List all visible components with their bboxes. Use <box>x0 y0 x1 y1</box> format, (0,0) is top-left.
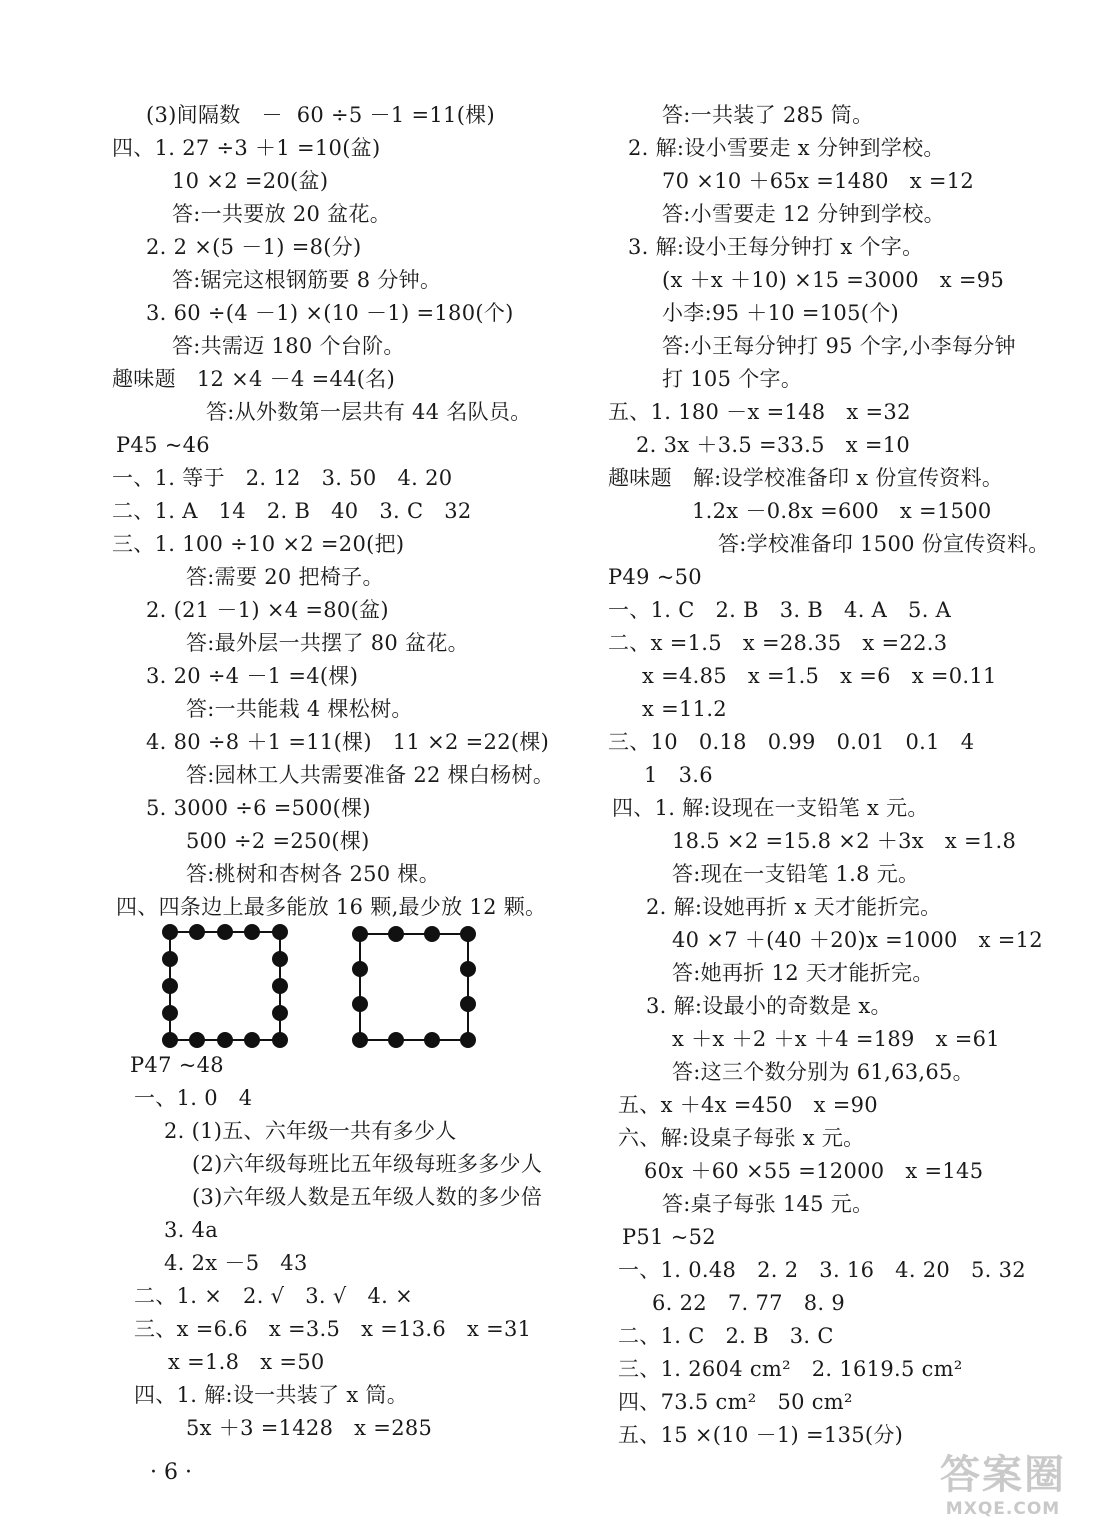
text-line: 500 ÷2 =250(棵) <box>186 829 370 853</box>
text-line: 2. (1)五、六年级一共有多少人 <box>164 1119 457 1143</box>
text-line: 答:从外数第一层共有 44 名队员。 <box>206 400 532 424</box>
text-line: (2)六年级每班比五年级每班多多少人 <box>192 1152 543 1176</box>
text-line: 四、1. 27 ÷3 ＋1 =10(盆) <box>112 136 381 160</box>
text-line: x =11.2 <box>642 697 727 721</box>
section-heading: P45 ~46 <box>116 433 210 457</box>
text-line: 40 ×7 ＋(40 ＋20)x =1000 x =12 <box>672 928 1043 952</box>
text-line: 答:小王每分钟打 95 个字,小李每分钟 <box>662 334 1016 358</box>
text-line: 10 ×2 =20(盆) <box>172 169 329 193</box>
text-line: 6. 22 7. 77 8. 9 <box>652 1291 845 1315</box>
page-number: · 6 · <box>150 1460 192 1485</box>
text-line: x =1.8 x =50 <box>168 1350 325 1374</box>
text-line: 答:现在一支铅笔 1.8 元。 <box>672 862 920 886</box>
text-line: 2. 2 ×(5 －1) =8(分) <box>146 235 362 259</box>
watermark-logo <box>918 1452 1088 1530</box>
text-line: 小李:95 ＋10 =105(个) <box>662 301 900 325</box>
square-twelve-dots <box>353 927 475 1047</box>
text-line: (3)间隔数 － 60 ÷5 －1 =11(棵) <box>146 103 495 127</box>
text-line: 二、1. C 2. B 3. C <box>618 1324 834 1348</box>
text-line: 二、x =1.5 x =28.35 x =22.3 <box>608 631 948 655</box>
text-line: 答:一共装了 285 筒。 <box>662 103 874 127</box>
text-line: 1.2x －0.8x =600 x =1500 <box>692 499 992 523</box>
text-line: 3. 4a <box>164 1218 219 1242</box>
text-line: 四、73.5 cm² 50 cm² <box>618 1390 853 1414</box>
text-line: 一、1. C 2. B 3. B 4. A 5. A <box>608 598 952 622</box>
text-line: 趣味题 解:设学校准备印 x 份宣传资料。 <box>608 466 1004 490</box>
text-line: 70 ×10 ＋65x =1480 x =12 <box>662 169 975 193</box>
text-line: 三、10 0.18 0.99 0.01 0.1 4 <box>608 730 975 754</box>
text-line: x ＋x ＋2 ＋x ＋4 =189 x =61 <box>672 1027 1000 1051</box>
text-line: (x ＋x ＋10) ×15 =3000 x =95 <box>662 268 1005 292</box>
text-line: 答:桌子每张 145 元。 <box>662 1192 874 1216</box>
text-line: 答:最外层一共摆了 80 盆花。 <box>186 631 469 655</box>
text-line: 答:学校准备印 1500 份宣传资料。 <box>718 532 1050 556</box>
text-line: 2. 解:设小雪要走 x 分钟到学校。 <box>628 136 945 160</box>
text-line: 5. 3000 ÷6 =500(棵) <box>146 796 371 820</box>
text-line: 3. 20 ÷4 －1 =4(棵) <box>146 664 359 688</box>
text-line: 四、四条边上最多能放 16 颗,最少放 12 颗。 <box>116 895 547 919</box>
watermark-title: 答案圈 <box>940 1452 1066 1498</box>
dot-square-diagram <box>150 920 490 1050</box>
text-line: 五、x ＋4x =450 x =90 <box>618 1093 878 1117</box>
text-line: 5x ＋3 =1428 x =285 <box>186 1416 433 1440</box>
text-line: 答:共需迈 180 个台阶。 <box>172 334 405 358</box>
text-line: 答:一共能栽 4 棵松树。 <box>186 697 413 721</box>
text-line: 答:这三个数分别为 61,63,65。 <box>672 1060 974 1084</box>
text-line: 4. 80 ÷8 ＋1 =11(棵) 11 ×2 =22(棵) <box>146 730 550 754</box>
text-line: 答:桃树和杏树各 250 棵。 <box>186 862 441 886</box>
text-line: 答:锯完这根钢筋要 8 分钟。 <box>172 268 442 292</box>
text-line: 三、1. 2604 cm² 2. 1619.5 cm² <box>618 1357 963 1381</box>
section-heading: P51 ~52 <box>622 1225 716 1249</box>
text-line: 趣味题 12 ×4 －4 =44(名) <box>112 367 396 391</box>
text-line: 答:小雪要走 12 分钟到学校。 <box>662 202 945 226</box>
text-line: 三、x =6.6 x =3.5 x =13.6 x =31 <box>134 1317 532 1341</box>
text-line: 四、1. 解:设现在一支铅笔 x 元。 <box>612 796 929 820</box>
watermark-url: MXQE.COM <box>945 1499 1061 1519</box>
text-line: 3. 解:设最小的奇数是 x。 <box>646 994 892 1018</box>
text-line: 2. 3x ＋3.5 =33.5 x =10 <box>636 433 911 457</box>
text-line: 2. 解:设她再折 x 天才能折完。 <box>646 895 942 919</box>
text-line: 四、1. 解:设一共装了 x 筒。 <box>134 1383 409 1407</box>
text-line: 3. 60 ÷(4 －1) ×(10 －1) =180(个) <box>146 301 514 325</box>
text-line: 二、1. × 2. √ 3. √ 4. × <box>134 1284 413 1308</box>
text-line: 五、15 ×(10 －1) =135(分) <box>618 1423 904 1447</box>
square-sixteen-dots <box>163 925 287 1047</box>
text-line: 答:需要 20 把椅子。 <box>186 565 384 589</box>
text-line: x =4.85 x =1.5 x =6 x =0.11 <box>642 664 997 688</box>
text-line: 18.5 ×2 =15.8 ×2 ＋3x x =1.8 <box>672 829 1017 853</box>
text-line: 2. (21 －1) ×4 =80(盆) <box>146 598 389 622</box>
text-line: 三、1. 100 ÷10 ×2 =20(把) <box>112 532 405 556</box>
text-line: 二、1. A 14 2. B 40 3. C 32 <box>112 499 472 523</box>
text-line: 3. 解:设小王每分钟打 x 个字。 <box>628 235 924 259</box>
text-line: 答:园林工人共需要准备 22 棵白杨树。 <box>186 763 555 787</box>
text-line: 60x ＋60 ×55 =12000 x =145 <box>644 1159 984 1183</box>
text-line: 六、解:设桌子每张 x 元。 <box>618 1126 865 1150</box>
text-line: 4. 2x －5 43 <box>164 1251 308 1275</box>
text-line: 答:她再折 12 天才能折完。 <box>672 961 934 985</box>
text-line: 答:一共要放 20 盆花。 <box>172 202 392 226</box>
section-heading: P49 ~50 <box>608 565 702 589</box>
text-line: 打 105 个字。 <box>662 367 803 391</box>
text-line: (3)六年级人数是五年级人数的多少倍 <box>192 1185 543 1209</box>
text-line: 1 3.6 <box>644 763 713 787</box>
text-line: 一、1. 等于 2. 12 3. 50 4. 20 <box>112 466 453 490</box>
text-line: 一、1. 0 4 <box>134 1086 253 1110</box>
text-line: 一、1. 0.48 2. 2 3. 16 4. 20 5. 32 <box>618 1258 1026 1282</box>
section-heading: P47 ~48 <box>130 1053 224 1077</box>
text-line: 五、1. 180 －x =148 x =32 <box>608 400 911 424</box>
